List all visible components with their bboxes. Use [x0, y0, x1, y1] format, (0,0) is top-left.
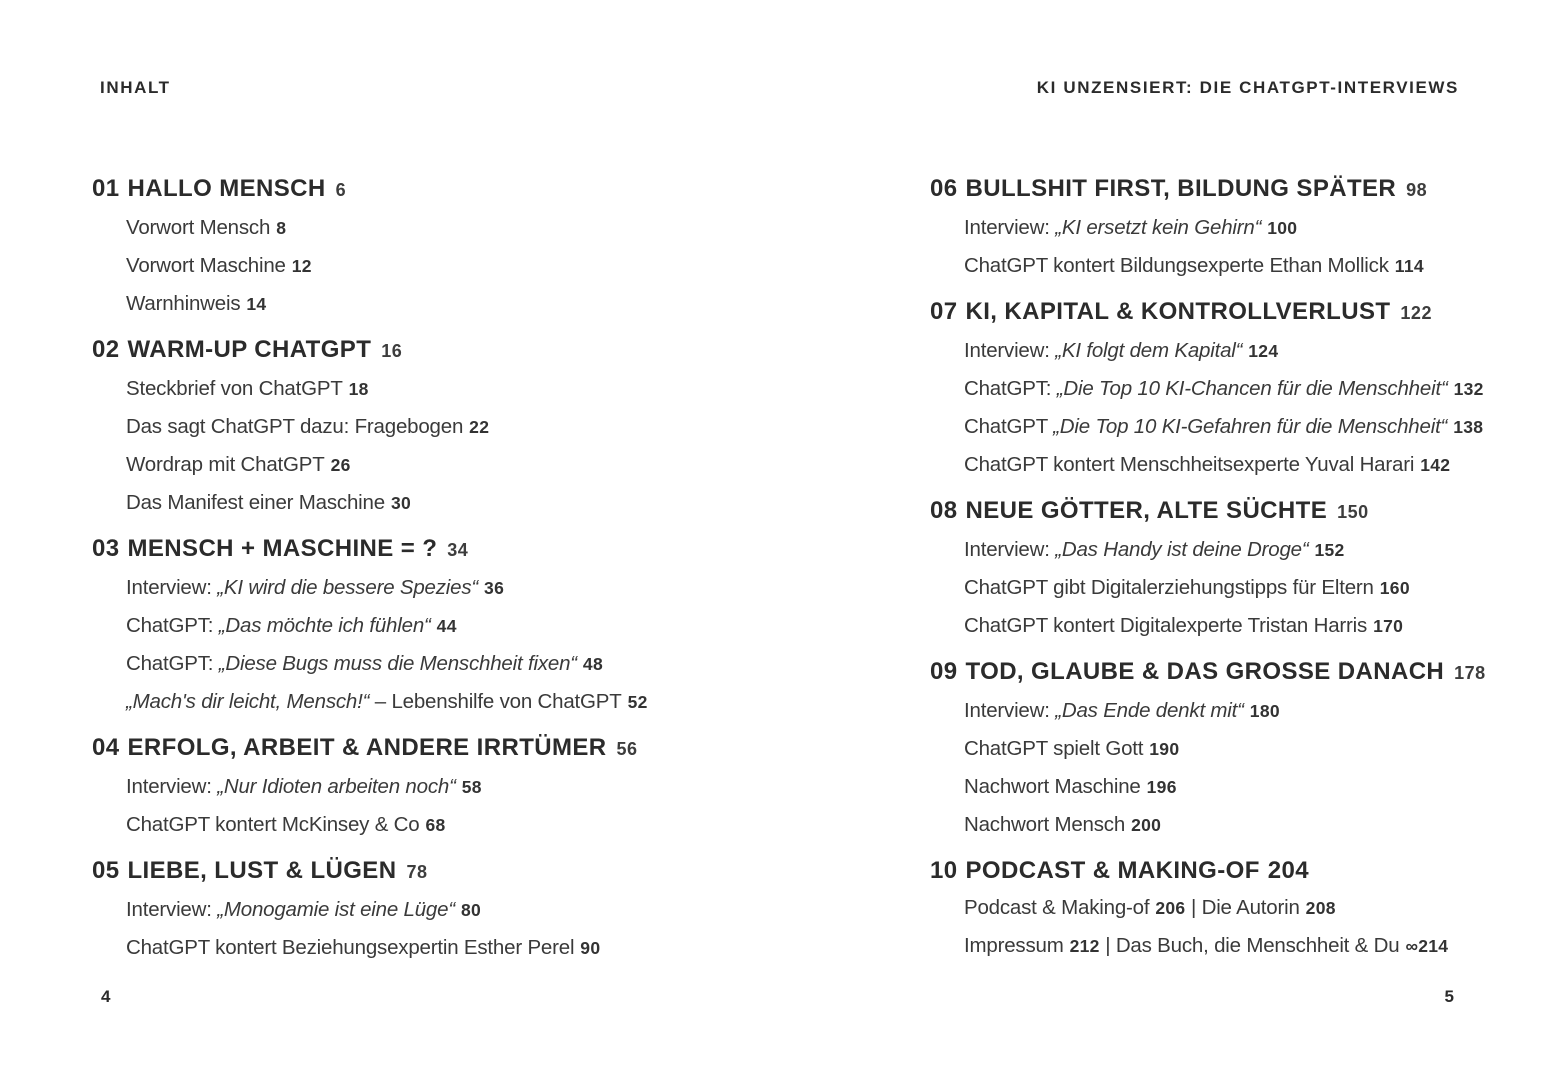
chapter-number: 09 — [930, 658, 958, 685]
toc-item-page-number: 30 — [390, 493, 412, 513]
toc-item-page-number: 208 — [1305, 898, 1336, 918]
toc-item-text: | Die Autorin — [1185, 896, 1300, 919]
toc-item-page-number: 48 — [582, 654, 603, 674]
toc-item-text: Interview: — [126, 775, 218, 798]
toc-item — [930, 607, 1530, 645]
toc-item-text: ChatGPT kontert McKinsey & Co — [126, 813, 420, 836]
toc-item-text: Impressum — [964, 934, 1064, 957]
chapter-heading — [92, 729, 752, 768]
toc-item-page-number: 200 — [1131, 815, 1162, 835]
toc-item — [92, 683, 752, 721]
toc-item-page-number: 68 — [425, 815, 446, 835]
toc-item-text: Vorwort Maschine — [126, 254, 286, 277]
chapter-title: MENSCH + MASCHINE = ? — [127, 535, 438, 562]
toc-item-text: „Das Ende denkt mit“ — [1055, 699, 1244, 722]
toc-item — [930, 531, 1530, 569]
toc-item — [92, 806, 752, 844]
chapter-heading — [92, 530, 752, 569]
toc-item-text: Nachwort Maschine — [964, 775, 1141, 798]
toc-chapter — [92, 530, 752, 721]
toc-item-text: ChatGPT kontert Beziehungsexpertin Esther Perel — [126, 936, 575, 959]
toc-chapter — [92, 170, 752, 323]
toc-item — [930, 889, 1530, 927]
toc-item-text: Wordrap mit ChatGPT — [126, 453, 325, 476]
toc-chapter — [930, 293, 1530, 484]
toc-item-page-number: 80 — [460, 900, 482, 920]
toc-item-page-number: 170 — [1373, 616, 1404, 636]
toc-item-page-number: 18 — [348, 379, 369, 399]
chapter-number: 03 — [92, 535, 120, 562]
toc-item — [92, 484, 752, 522]
chapter-page-number: 122 — [1400, 303, 1432, 323]
toc-item-text: ChatGPT — [964, 415, 1054, 438]
toc-item — [930, 730, 1530, 768]
chapter-title: PODCAST & MAKING-OF — [965, 857, 1260, 884]
toc-item-text: Interview: — [126, 898, 218, 921]
chapter-page-number: 178 — [1454, 663, 1486, 683]
chapter-number: 01 — [92, 175, 120, 202]
toc-item-text: „Die Top 10 KI-Gefahren für die Menschheit“ — [1053, 415, 1448, 438]
toc-item-page-number: 44 — [436, 616, 457, 636]
toc-item — [92, 569, 752, 607]
toc-item — [92, 929, 752, 967]
toc-item-page-number: 8 — [276, 218, 287, 238]
toc-item-page-number: 160 — [1379, 578, 1410, 598]
toc-item-text: ChatGPT gibt Digitalerziehungstipps für Eltern — [964, 576, 1374, 599]
chapter-title: NEUE GÖTTER, ALTE SÜCHTE — [965, 497, 1328, 524]
chapter-number: 10 — [930, 857, 958, 884]
chapter-page-number: 150 — [1337, 502, 1369, 522]
toc-item-page-number: 12 — [291, 256, 312, 276]
toc-item-text: Interview: — [964, 339, 1056, 362]
right-page-number: 5 — [1444, 987, 1454, 1006]
toc-item — [930, 768, 1530, 806]
toc-item-text: „Die Top 10 KI-Chancen für die Menschheit“ — [1056, 377, 1448, 400]
chapter-heading — [930, 492, 1530, 531]
chapter-heading — [930, 170, 1530, 209]
toc-item-page-number: 180 — [1249, 701, 1280, 721]
chapter-title: ERFOLG, ARBEIT & ANDERE IRRTÜMER — [127, 734, 607, 761]
chapter-heading — [930, 293, 1530, 332]
toc-item — [930, 569, 1530, 607]
toc-item — [930, 806, 1530, 844]
toc-item-text: „Diese Bugs muss die Menschheit fixen“ — [218, 652, 577, 675]
toc-item-page-number: 114 — [1394, 256, 1424, 276]
toc-item — [930, 370, 1530, 408]
chapter-number: 08 — [930, 497, 958, 524]
toc-item-text: Das Manifest einer Maschine — [126, 491, 385, 514]
chapter-number: 04 — [92, 734, 120, 761]
toc-item — [92, 768, 752, 806]
toc-item — [930, 332, 1530, 370]
toc-item — [92, 209, 752, 247]
toc-item-text: ChatGPT: — [964, 377, 1057, 400]
toc-item-page-number: 36 — [484, 578, 505, 598]
toc-item-text: „Mach's dir leicht, Mensch!“ — [126, 690, 370, 713]
right-toc-column — [930, 170, 1530, 965]
left-page-number: 4 — [101, 987, 111, 1006]
toc-item — [92, 607, 752, 645]
toc-item-page-number: 212 — [1069, 936, 1100, 956]
right-running-header: KI UNZENSIERT: DIE CHATGPT-INTERVIEWS — [1036, 78, 1459, 97]
toc-item-text: „Monogamie ist eine Lüge“ — [217, 898, 455, 921]
chapter-title: LIEBE, LUST & LÜGEN — [127, 857, 397, 884]
toc-item-text: Warnhinweis — [126, 292, 241, 315]
chapter-number: 02 — [92, 336, 120, 363]
toc-item-text: | Das Buch, die Menschheit & Du — [1099, 934, 1400, 957]
chapter-page-number: 34 — [447, 540, 469, 560]
toc-item-text: Interview: — [964, 538, 1056, 561]
toc-item — [930, 247, 1530, 285]
toc-chapter — [930, 170, 1530, 285]
chapter-heading — [930, 653, 1530, 692]
left-toc-column — [92, 170, 752, 967]
toc-item — [92, 247, 752, 285]
chapter-title: WARM-UP CHATGPT — [127, 336, 372, 363]
chapter-heading — [92, 170, 752, 209]
toc-item — [930, 927, 1530, 965]
toc-item — [92, 370, 752, 408]
toc-item — [92, 408, 752, 446]
toc-item-text: Interview: — [964, 216, 1056, 239]
toc-item-text: Steckbrief von ChatGPT — [126, 377, 343, 400]
toc-item-text: Podcast & Making-of — [964, 896, 1150, 919]
toc-item-page-number: 100 — [1267, 218, 1298, 238]
chapter-page-number: 56 — [616, 739, 638, 759]
toc-item-text: – Lebenshilfe von ChatGPT — [369, 690, 622, 713]
toc-item — [930, 209, 1530, 247]
chapter-number: 05 — [92, 857, 120, 884]
chapter-page-number: 78 — [406, 862, 428, 882]
toc-item-text: „Nur Idioten arbeiten noch“ — [217, 775, 456, 798]
chapter-page-number: 6 — [335, 180, 347, 200]
toc-item-text: ChatGPT: — [126, 652, 219, 675]
toc-item-page-number: 90 — [580, 938, 601, 958]
toc-item-text: Interview: — [126, 576, 218, 599]
toc-item-text: ChatGPT: — [126, 614, 219, 637]
chapter-title: TOD, GLAUBE & DAS GROSSE DANACH — [965, 658, 1445, 685]
toc-item — [930, 692, 1530, 730]
toc-item-text: Vorwort Mensch — [126, 216, 271, 239]
toc-item-page-number: 58 — [461, 777, 482, 797]
toc-chapter — [92, 331, 752, 522]
toc-item-page-number: 26 — [330, 455, 351, 475]
toc-item — [92, 285, 752, 323]
toc-chapter — [930, 653, 1530, 844]
left-running-header: INHALT — [100, 78, 171, 97]
toc-item-text: „Das Handy ist deine Droge“ — [1055, 538, 1309, 561]
chapter-title: HALLO MENSCH — [127, 175, 326, 202]
toc-item-page-number: 22 — [469, 417, 490, 437]
chapter-title: KI, KAPITAL & KONTROLLVERLUST — [965, 298, 1391, 325]
toc-chapter — [930, 492, 1530, 645]
toc-item — [92, 645, 752, 683]
toc-item — [92, 891, 752, 929]
chapter-page-number: 98 — [1406, 180, 1428, 200]
toc-item-text: „KI folgt dem Kapital“ — [1055, 339, 1243, 362]
chapter-number: 06 — [930, 175, 958, 202]
chapter-page-number: 16 — [381, 341, 403, 361]
toc-item — [92, 446, 752, 484]
toc-item-text: „Das möchte ich fühlen“ — [218, 614, 431, 637]
toc-item-text: ChatGPT kontert Menschheitsexperte Yuval Harari — [964, 453, 1415, 476]
chapter-heading — [92, 331, 752, 370]
toc-item-page-number: 124 — [1248, 341, 1279, 361]
chapter-heading — [92, 852, 752, 891]
toc-item-page-number: ∞214 — [1405, 936, 1449, 956]
toc-item-text: „KI wird die bessere Spezies“ — [217, 576, 479, 599]
toc-item-text: „KI ersetzt kein Gehirn“ — [1055, 216, 1262, 239]
toc-chapter — [930, 852, 1530, 965]
toc-item-text: Interview: — [964, 699, 1056, 722]
toc-chapter — [92, 729, 752, 844]
chapter-page-number: 204 — [1267, 857, 1310, 884]
toc-item — [930, 408, 1530, 446]
toc-item — [930, 446, 1530, 484]
toc-item-page-number: 52 — [627, 692, 648, 712]
toc-item-text: Nachwort Mensch — [964, 813, 1126, 836]
toc-item-text: Das sagt ChatGPT dazu: Fragebogen — [126, 415, 464, 438]
toc-item-page-number: 14 — [246, 294, 267, 314]
toc-item-page-number: 190 — [1149, 739, 1180, 759]
toc-chapter — [92, 852, 752, 967]
toc-item-page-number: 132 — [1453, 379, 1484, 399]
toc-item-text: ChatGPT kontert Bildungsexperte Ethan Mollick — [964, 254, 1389, 277]
toc-item-page-number: 142 — [1420, 455, 1451, 475]
chapter-heading — [930, 852, 1530, 889]
toc-item-text: ChatGPT kontert Digitalexperte Tristan Harris — [964, 614, 1368, 637]
chapter-number: 07 — [930, 298, 958, 325]
toc-item-page-number: 152 — [1314, 540, 1345, 560]
toc-item-text: ChatGPT spielt Gott — [964, 737, 1144, 760]
toc-item-page-number: 196 — [1146, 777, 1177, 797]
toc-item-page-number: 138 — [1453, 417, 1484, 437]
chapter-title: BULLSHIT FIRST, BILDUNG SPÄTER — [965, 175, 1397, 202]
toc-item-page-number: 206 — [1155, 898, 1186, 918]
